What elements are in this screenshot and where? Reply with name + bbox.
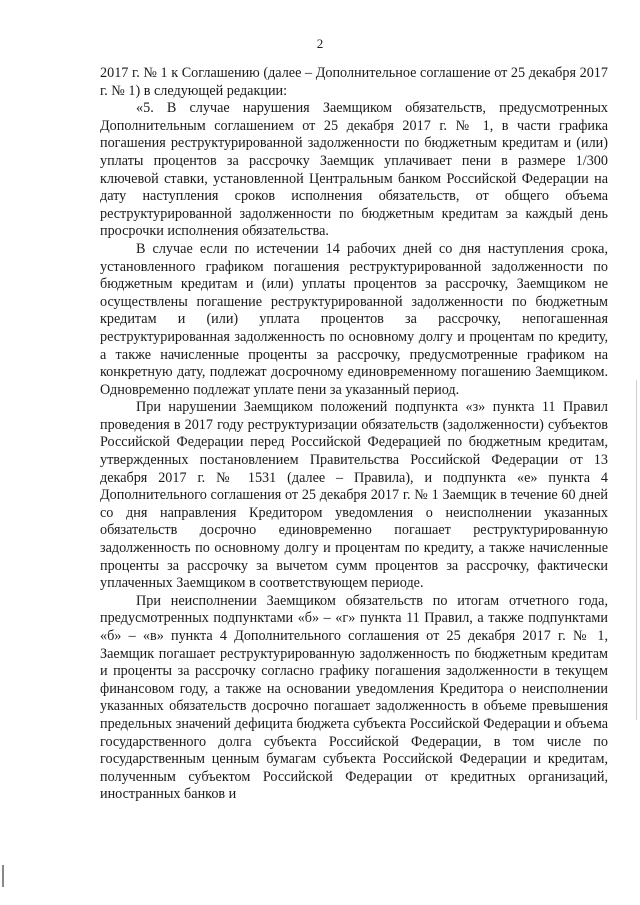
paragraph-continuation: 2017 г. № 1 к Соглашению (далее – Дополнительное соглашение от 25 декабря 2017 г. № 1) в следующей редакции: xyxy=(100,65,608,99)
paragraph-rules-violation: При нарушении Заемщиком положений подпункта «з» пункта 11 Правил проведения в 2017 году реструктуризации обязательств (задолженности) субъектов Российской Федерации перед Российской Федерацией по бюджетным кредитам, утвержденных постановлением Правительства Российской Федерации от 13 декабря 2017 г. № 1531 (далее – Правила), и подпункта «е» пункта 4 Дополнительного соглашения от 25 декабря 2017 г. № 1 Заемщик в течение 60 дней со дня направления Кредитором уведомления о неисполнении указанных обязательств досрочно единовременно погашает реструктурированную задолженность по основному долгу и процентам по кредиту, а также начисленные проценты за рассрочку за вычетом сумм процентов за рассрочку, фактически уплаченных Заемщиком в соответствующем периоде. xyxy=(100,399,608,592)
paragraph-clause-5: «5. В случае нарушения Заемщиком обязательств, предусмотренных Дополнительным соглашением от 25 декабря 2017 г. № 1, в части графика погашения реструктурированной задолженности по бюджетным кредитам и (или) уплаты процентов за рассрочку Заемщик уплачивает пени в размере 1/300 ключевой ставки, установленной Центральным банком Российской Федерации на дату наступления сроков исполнения обязательств, от общего объема реструктурированной задолженности по бюджетным кредитам за каждый день просрочки исполнения обязательства. xyxy=(100,100,608,240)
paragraph-early-repayment: В случае если по истечении 14 рабочих дней со дня наступления срока, установленного графиком погашения реструктурированной задолженности по бюджетным кредитам и (или) уплаты процентов за рассрочку, Заемщиком не осуществлены погашение реструктурированной задолженности по бюджетным кредитам и (или) уплата процентов за рассрочку, непогашенная реструктурированная задолженность по основному долгу и процентам по кредиту, а также начисленные проценты за рассрочку, предусмотренные графиком на конкретную дату, подлежат досрочному единовременному погашению Заемщиком. Одновременно подлежат уплате пени за указанный период. xyxy=(100,240,608,398)
paragraph-annual-obligations: При неисполнении Заемщиком обязательств по итогам отчетного года, предусмотренных подпунктами «б» – «г» пункта 11 Правил, а также подпунктами «б» – «в» пункта 4 Дополнительного соглашения от 25 декабря 2017 г. № 1, Заемщик погашает реструктурированную задолженность по бюджетным кредитам и проценты за рассрочку согласно графику погашения задолженности в текущем финансовом году, а также на основании уведомления Кредитора о неисполнении указанных обязательств досрочно погашает задолженность в объеме превышения предельных значений дефицита бюджета субъекта Российской Федерации и объема государственного долга субъекта Российской Федерации, в том числе по государственным ценным бумагам субъекта Российской Федерации и кредитам, полученным субъектом Российской Федерации от кредитных организаций, иностранных банков и xyxy=(100,592,608,803)
scan-edge-line xyxy=(636,380,637,720)
document-body xyxy=(100,65,608,804)
page-number: 2 xyxy=(316,36,324,51)
scan-margin-mark xyxy=(2,865,4,887)
